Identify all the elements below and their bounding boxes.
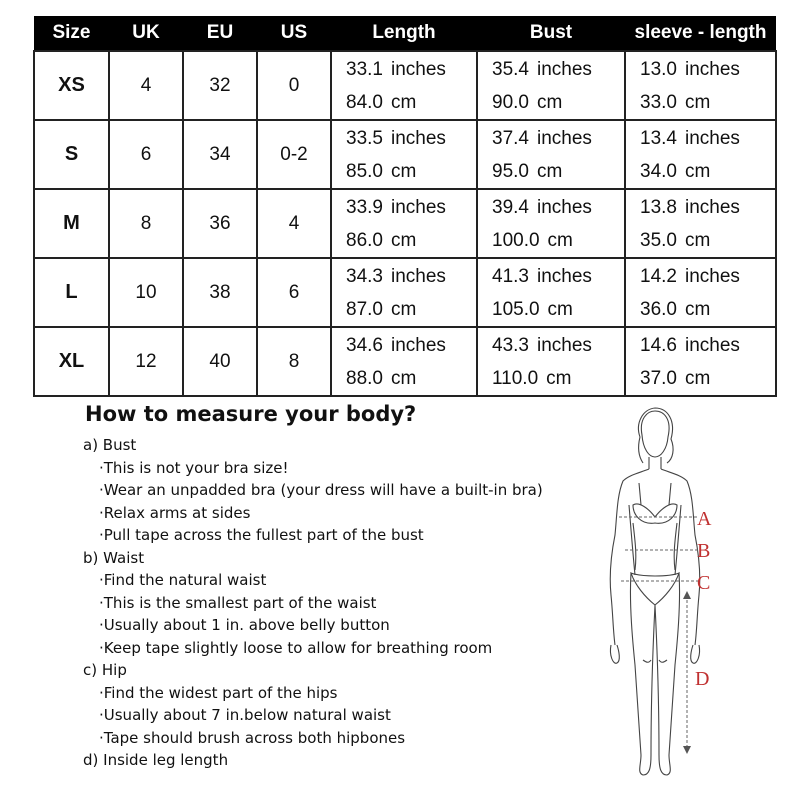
uk-cell: 4 xyxy=(109,51,183,120)
measure-unit: inches xyxy=(536,127,592,149)
bust-cell xyxy=(477,189,625,258)
length-cell xyxy=(331,51,477,120)
measure-unit: inches xyxy=(684,334,740,356)
measure-number: 34.3 xyxy=(346,265,383,287)
measure-unit: inches xyxy=(684,196,740,218)
header-uk: UK xyxy=(109,16,183,51)
label-a: A xyxy=(697,508,712,530)
measure-unit: inches xyxy=(390,196,446,218)
measure-unit: inches xyxy=(390,265,446,287)
measure-unit: cm xyxy=(684,160,711,182)
length-cell xyxy=(331,189,477,258)
measure-unit: cm xyxy=(684,91,711,113)
measure-unit: inches xyxy=(390,334,446,356)
figure-head xyxy=(641,411,669,457)
measure-unit: inches xyxy=(536,196,592,218)
header-us: US xyxy=(257,16,331,51)
table-body xyxy=(34,51,776,396)
uk-cell: 12 xyxy=(109,327,183,396)
uk-cell: 6 xyxy=(109,120,183,189)
section-heading: d) Inside leg length xyxy=(83,751,229,769)
measure-number: 110.0 xyxy=(492,367,539,389)
cm-value xyxy=(492,155,624,188)
instruction-item: ·Relax arms at sides xyxy=(99,503,251,522)
measure-number: 90.0 xyxy=(492,91,529,113)
cm-value xyxy=(492,86,624,119)
instruction-item: ·This is the smallest part of the waist xyxy=(99,593,377,612)
instruction-item: ·Usually about 7 in.below natural waist xyxy=(99,706,391,724)
cm-value xyxy=(346,86,476,119)
cm-value xyxy=(492,293,624,326)
cm-value xyxy=(346,155,476,188)
sleeve-length-cell xyxy=(625,189,776,258)
table-header-row xyxy=(34,16,776,51)
measure-number: 84.0 xyxy=(346,91,383,113)
measure-unit: cm xyxy=(390,367,417,389)
bust-cell xyxy=(477,258,625,327)
inches-value xyxy=(492,122,624,155)
header-length: Length xyxy=(331,16,477,51)
measure-unit: inches xyxy=(684,265,740,287)
section-heading: b) Waist xyxy=(83,548,145,567)
measure-unit: cm xyxy=(390,298,417,320)
size-cell: XS xyxy=(34,51,109,120)
us-cell: 0 xyxy=(257,51,331,120)
us-cell: 4 xyxy=(257,189,331,258)
measure-list xyxy=(85,434,543,772)
measure-number: 33.1 xyxy=(346,58,383,80)
instruction-item: ·Usually about 1 in. above belly button xyxy=(99,616,390,634)
measure-unit: cm xyxy=(684,229,711,251)
measure-number: 33.0 xyxy=(640,91,677,113)
measure-number: 37.4 xyxy=(492,127,529,149)
measure-unit: inches xyxy=(536,265,592,287)
table-row xyxy=(34,189,776,258)
measure-unit: cm xyxy=(536,160,563,182)
inches-value xyxy=(346,122,476,155)
measure-number: 34.6 xyxy=(346,334,383,356)
measure-unit: cm xyxy=(547,229,573,251)
table-row xyxy=(34,258,776,327)
measure-unit: inches xyxy=(684,127,740,149)
inches-value xyxy=(346,191,476,224)
measure-number: 33.9 xyxy=(346,196,383,218)
cm-value xyxy=(640,362,775,395)
sleeve-length-cell xyxy=(625,258,776,327)
measure-unit: inches xyxy=(536,58,592,80)
cm-value xyxy=(492,224,624,257)
figure-bra xyxy=(633,504,677,523)
measure-number: 14.6 xyxy=(640,334,677,356)
section-heading: a) Bust xyxy=(83,436,137,454)
instruction-item: ·Tape should brush across both hipbones xyxy=(99,728,406,747)
header-bust: Bust xyxy=(477,16,625,51)
measure-number: 35.0 xyxy=(640,229,677,251)
inches-value xyxy=(640,191,775,224)
inches-value xyxy=(640,260,775,293)
size-cell: L xyxy=(34,258,109,327)
size-cell: S xyxy=(34,120,109,189)
inches-value xyxy=(346,53,476,86)
uk-cell: 8 xyxy=(109,189,183,258)
cm-value xyxy=(346,293,476,326)
us-cell: 8 xyxy=(257,327,331,396)
cm-value xyxy=(492,362,624,395)
measure-number: 85.0 xyxy=(346,160,383,182)
us-cell: 0-2 xyxy=(257,120,331,189)
bust-cell xyxy=(477,120,625,189)
measure-unit: inches xyxy=(390,127,446,149)
measure-title: How to measure your body? xyxy=(85,402,417,426)
measure-number: 41.3 xyxy=(492,265,529,287)
eu-cell: 34 xyxy=(183,120,257,189)
measure-number: 36.0 xyxy=(640,298,677,320)
size-cell: XL xyxy=(34,327,109,396)
label-d: D xyxy=(695,668,710,690)
measure-instructions xyxy=(85,402,543,772)
inches-value xyxy=(346,329,476,362)
cm-value xyxy=(640,293,775,326)
measure-number: 87.0 xyxy=(346,298,383,320)
bust-cell xyxy=(477,327,625,396)
us-cell: 6 xyxy=(257,258,331,327)
measure-unit: cm xyxy=(684,367,711,389)
table-row xyxy=(34,51,776,120)
inches-value xyxy=(492,53,624,86)
measure-unit: inches xyxy=(684,58,740,80)
table-row xyxy=(34,327,776,396)
header-size: Size xyxy=(34,16,109,51)
measure-number: 13.0 xyxy=(640,58,677,80)
uk-cell: 10 xyxy=(109,258,183,327)
measure-number: 33.5 xyxy=(346,127,383,149)
instruction-item: ·Find the widest part of the hips xyxy=(99,683,338,702)
instruction-item: ·Pull tape across the fullest part of the bust xyxy=(99,526,424,544)
cm-value xyxy=(346,362,476,395)
measure-number: 13.8 xyxy=(640,196,677,218)
measure-number: 34.0 xyxy=(640,160,677,182)
inches-value xyxy=(492,329,624,362)
measure-number: 95.0 xyxy=(492,160,529,182)
measure-unit: inches xyxy=(390,58,446,80)
label-c: C xyxy=(697,572,711,594)
header-eu: EU xyxy=(183,16,257,51)
figure-torso xyxy=(610,469,649,645)
instruction-item: ·Keep tape slightly loose to allow for breathing room xyxy=(99,638,493,657)
cm-value xyxy=(346,224,476,257)
measure-number: 105.0 xyxy=(492,298,540,320)
measure-unit: cm xyxy=(546,367,572,389)
measure-unit: cm xyxy=(390,229,417,251)
measure-unit: inches xyxy=(536,334,592,356)
measure-number: 86.0 xyxy=(346,229,383,251)
instruction-item: ·This is not your bra size! xyxy=(99,458,289,477)
measure-number: 100.0 xyxy=(492,229,540,251)
length-cell xyxy=(331,120,477,189)
measure-unit: cm xyxy=(547,298,573,320)
measure-number: 13.4 xyxy=(640,127,677,149)
label-b: B xyxy=(697,540,711,562)
eu-cell: 32 xyxy=(183,51,257,120)
section-heading: c) Hip xyxy=(83,661,127,679)
sleeve-length-cell xyxy=(625,327,776,396)
measure-unit: cm xyxy=(390,160,417,182)
inches-value xyxy=(346,260,476,293)
cm-value xyxy=(640,224,775,257)
measure-number: 88.0 xyxy=(346,367,383,389)
body-measurement-figure xyxy=(595,405,725,790)
size-cell: M xyxy=(34,189,109,258)
inches-value xyxy=(640,53,775,86)
figure-legs xyxy=(630,573,651,775)
measure-number: 35.4 xyxy=(492,58,529,80)
measure-number: 43.3 xyxy=(492,334,529,356)
inches-value xyxy=(492,191,624,224)
measure-unit: cm xyxy=(536,91,563,113)
header-sleeve-length: sleeve - length xyxy=(625,16,776,51)
inches-value xyxy=(640,329,775,362)
sleeve-length-cell xyxy=(625,120,776,189)
measure-number: 39.4 xyxy=(492,196,529,218)
cm-value xyxy=(640,86,775,119)
measure-number: 37.0 xyxy=(640,367,677,389)
eu-cell: 38 xyxy=(183,258,257,327)
length-cell xyxy=(331,327,477,396)
figure-briefs xyxy=(631,573,679,605)
length-cell xyxy=(331,258,477,327)
measure-number: 14.2 xyxy=(640,265,677,287)
size-chart-table xyxy=(33,16,777,397)
bust-cell xyxy=(477,51,625,120)
measure-unit: cm xyxy=(390,91,417,113)
instruction-item: ·Wear an unpadded bra (your dress will have a built-in bra) xyxy=(99,481,543,499)
eu-cell: 40 xyxy=(183,327,257,396)
instruction-item: ·Find the natural waist xyxy=(99,571,267,589)
cm-value xyxy=(640,155,775,188)
table-row xyxy=(34,120,776,189)
eu-cell: 36 xyxy=(183,189,257,258)
measure-unit: cm xyxy=(684,298,711,320)
inches-value xyxy=(640,122,775,155)
sleeve-length-cell xyxy=(625,51,776,120)
inches-value xyxy=(492,260,624,293)
